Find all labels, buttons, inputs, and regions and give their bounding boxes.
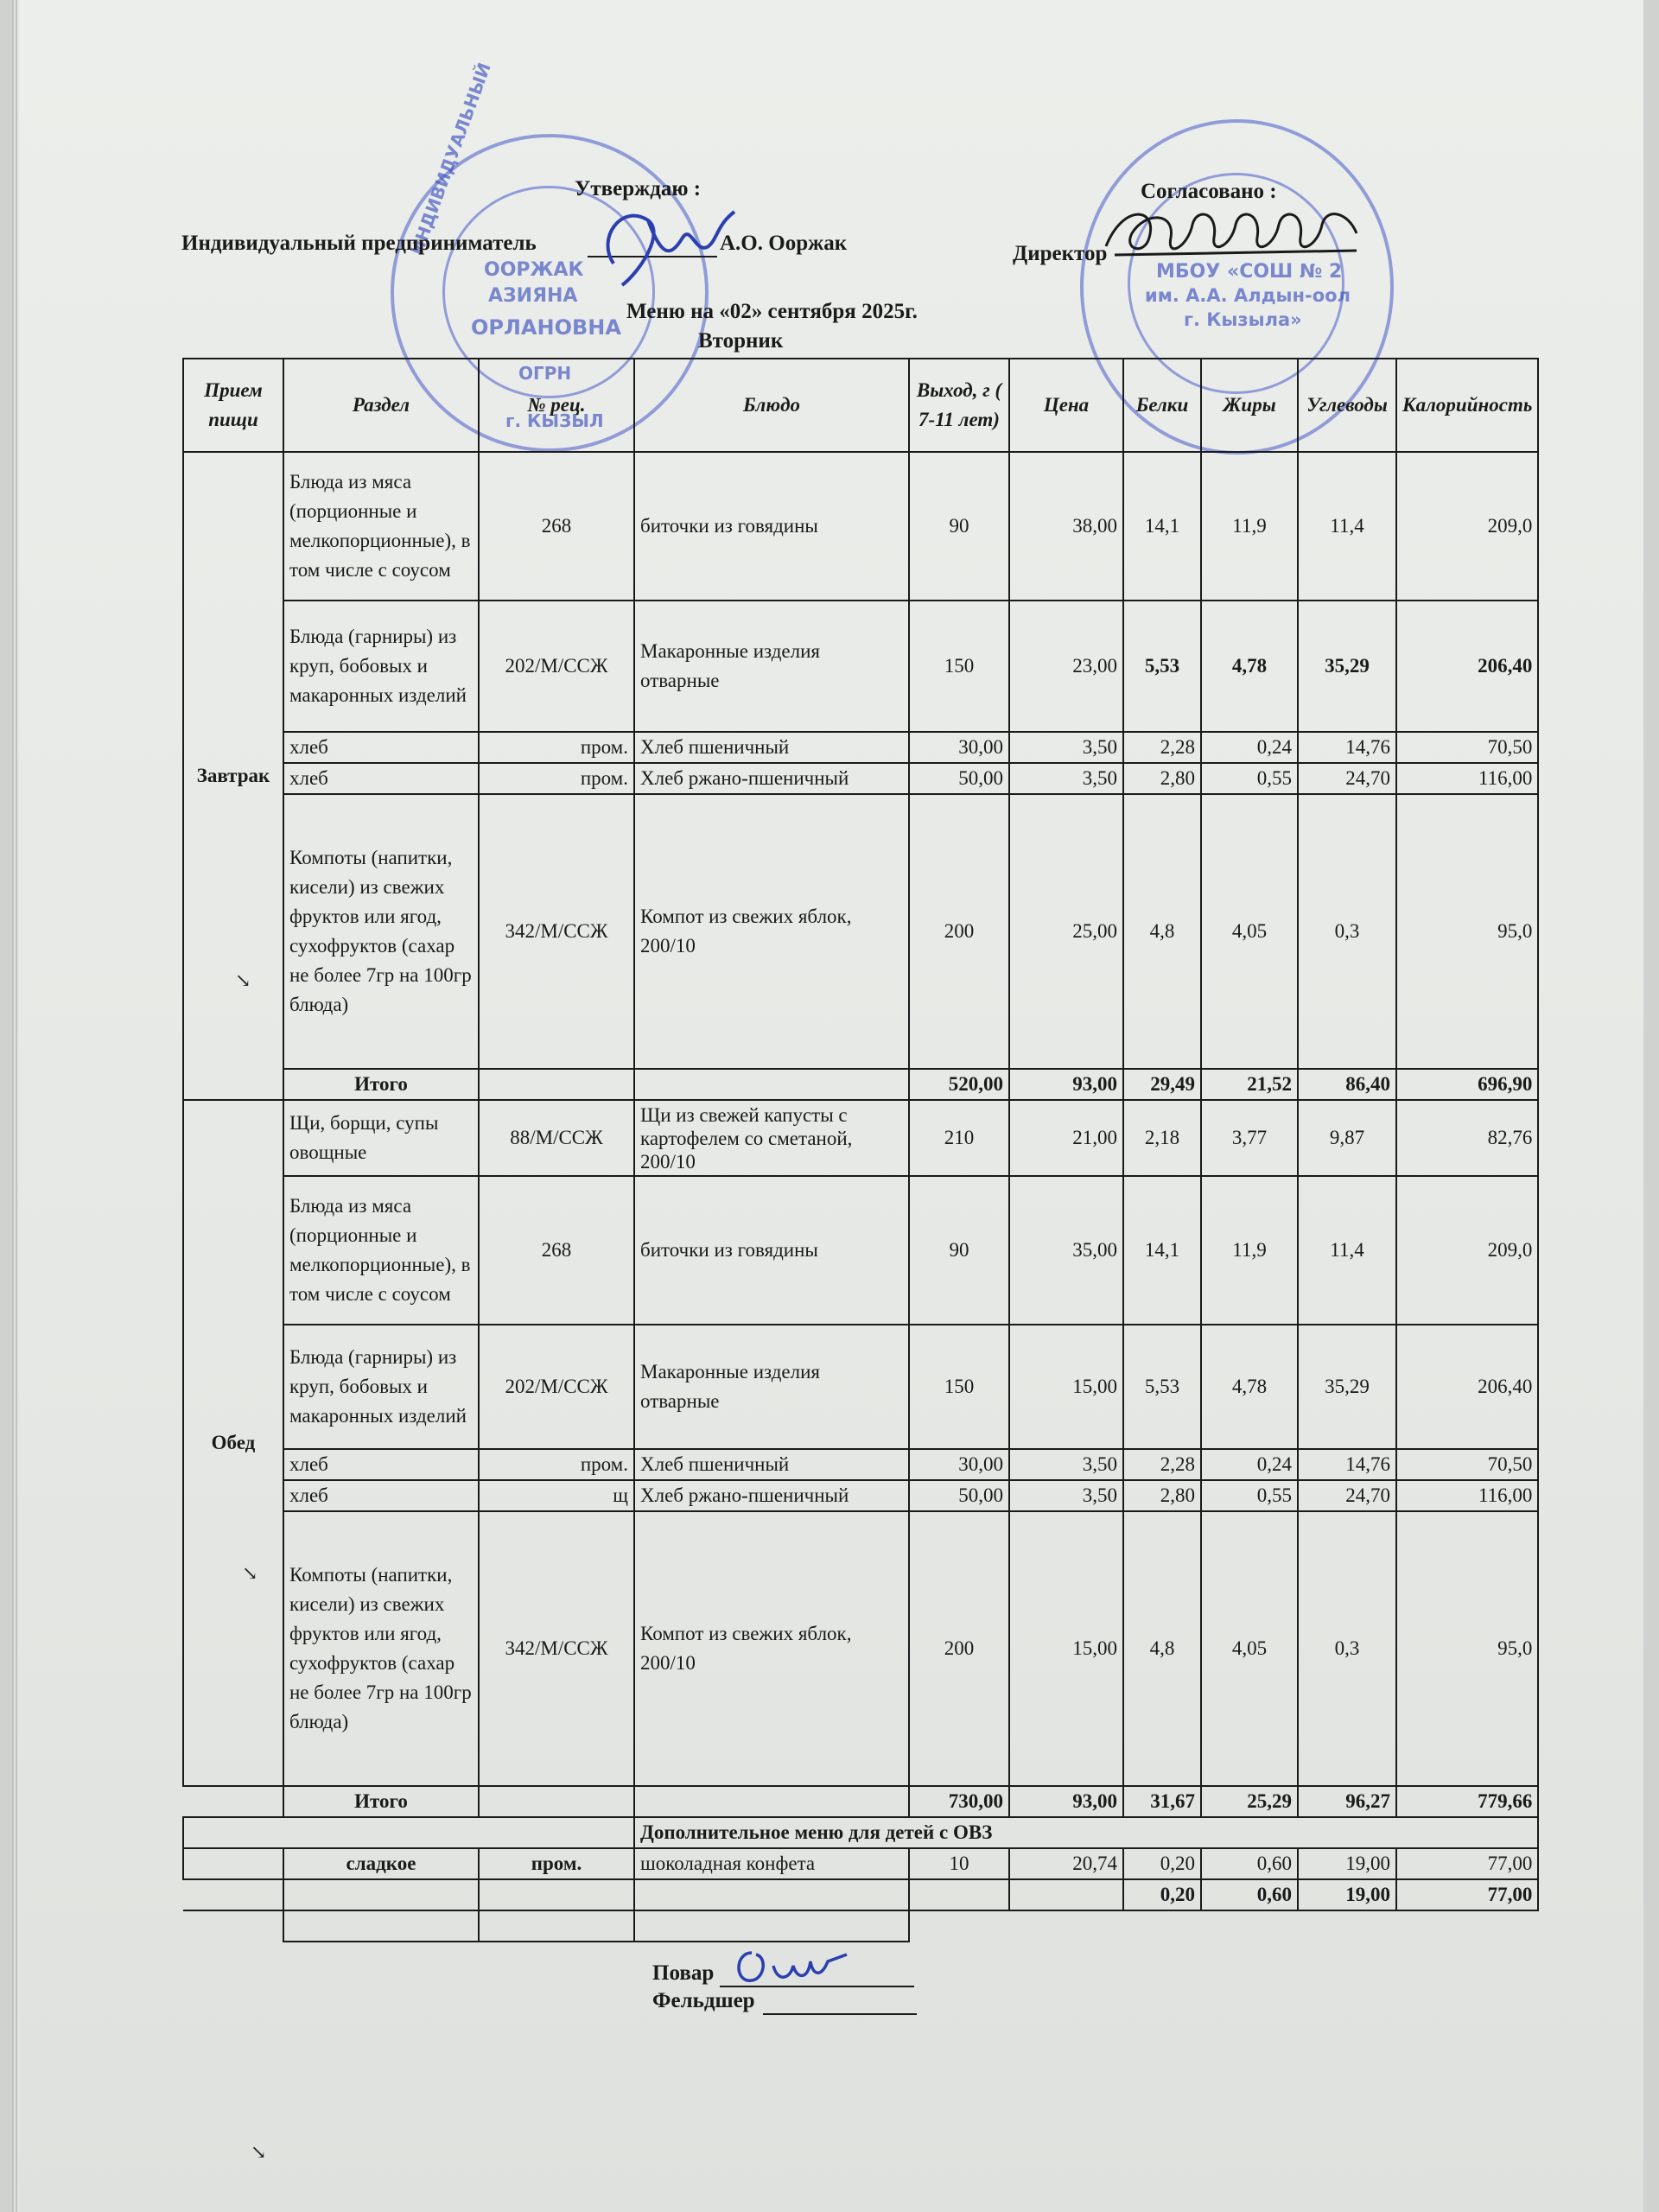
stamp-left-text-6: г. КЫЗЫЛ — [505, 410, 604, 431]
cell-section: Блюда (гарниры) из круп, бобовых и макаронных изделий — [283, 1325, 479, 1449]
table-row — [183, 452, 1538, 601]
cell-price: 25,00 — [1009, 794, 1123, 1069]
cell-recipe: 342/М/ССЖ — [479, 1511, 634, 1786]
table-row — [183, 763, 1538, 794]
cell-price: 3,50 — [1009, 1480, 1123, 1511]
cell-carbs: 35,29 — [1298, 601, 1396, 732]
approve-signature-icon — [588, 186, 752, 298]
header-dish: Блюдо — [634, 359, 909, 452]
cell-price: 35,00 — [1009, 1176, 1123, 1325]
cook-signature-icon — [726, 1936, 855, 1996]
cell-protein: 5,53 — [1123, 601, 1201, 732]
cell-price: 23,00 — [1009, 601, 1123, 732]
extra-empty — [479, 1910, 634, 1942]
total-price: 93,00 — [1009, 1069, 1123, 1100]
cell-calories: 209,0 — [1396, 452, 1538, 601]
menu-title: Меню на «02» сентября 2025г. — [626, 300, 918, 323]
header-section: Раздел — [283, 359, 479, 452]
total-carbs: 96,27 — [1298, 1786, 1396, 1817]
agree-signature-icon — [1097, 186, 1374, 281]
cell-calories: 95,0 — [1396, 1511, 1538, 1786]
cell-protein: 4,8 — [1123, 794, 1201, 1069]
total-carbs: 19,00 — [1298, 1879, 1396, 1910]
medic-signature-line — [763, 2013, 917, 2015]
cell-price: 15,00 — [1009, 1511, 1123, 1786]
cell-dish: Хлеб пшеничный — [634, 1449, 909, 1480]
ink-mark: ↘ — [251, 2141, 267, 2163]
cell-dish: Компот из свежих яблок, 200/10 — [634, 1511, 909, 1786]
cell-protein: 14,1 — [1123, 1176, 1201, 1325]
stamp-right-text-2: им. А.А. Алдын-оол — [1145, 285, 1351, 306]
header-price: Цена — [1009, 359, 1123, 452]
cell-fat: 11,9 — [1201, 1176, 1298, 1325]
cell-carbs: 9,87 — [1298, 1100, 1396, 1176]
cell-calories: 77,00 — [1396, 1848, 1538, 1879]
cell-calories: 82,76 — [1396, 1100, 1538, 1176]
cell-dish: Макаронные изделия отварные — [634, 601, 909, 732]
stamp-left-text-3: АЗИЯНА — [488, 285, 578, 307]
extra-empty — [1009, 1879, 1123, 1910]
meal-lunch: Обед — [183, 1100, 283, 1786]
extra-empty — [1298, 1910, 1396, 1942]
stamp-left-text-4: ОРЛАНОВНА — [471, 315, 621, 340]
cell-fat: 4,78 — [1201, 601, 1298, 732]
total-protein: 31,67 — [1123, 1786, 1201, 1817]
cell-fat: 4,78 — [1201, 1325, 1298, 1449]
cell-recipe: 88/М/ССЖ — [479, 1100, 634, 1176]
cell-section: хлеб — [283, 1449, 479, 1480]
cell-section: Щи, борщи, супы овощные — [283, 1100, 479, 1176]
cell-section: сладкое — [283, 1848, 479, 1879]
agree-label: Согласовано : — [1141, 180, 1277, 203]
cell-carbs: 0,3 — [1298, 794, 1396, 1069]
approve-label: Утверждаю : — [575, 177, 702, 200]
cell-protein: 2,18 — [1123, 1100, 1201, 1176]
extra-empty — [479, 1879, 634, 1910]
extra-empty — [283, 1879, 479, 1910]
cell-carbs: 14,76 — [1298, 1449, 1396, 1480]
total-protein: 29,49 — [1123, 1069, 1201, 1100]
total-carbs: 86,40 — [1298, 1069, 1396, 1100]
stamp-left-text-2: ООРЖАК — [484, 259, 584, 281]
cell-price: 38,00 — [1009, 452, 1123, 601]
stamp-left-text-5: ОГРН — [518, 363, 572, 384]
ink-mark: ↘ — [235, 969, 251, 991]
cell-section: Блюда из мяса (порционные и мелкопорционные), в том числе с соусом — [283, 452, 479, 601]
extra-title: Дополнительное меню для детей с ОВЗ — [634, 1817, 1538, 1848]
cell-output: 50,00 — [909, 763, 1009, 794]
header-fat: Жиры — [1201, 359, 1298, 452]
cell-fat: 0,24 — [1201, 1449, 1298, 1480]
total-empty — [183, 1786, 283, 1817]
cell-output: 200 — [909, 1511, 1009, 1786]
header-recipe: № рец. — [479, 359, 634, 452]
cell-carbs: 14,76 — [1298, 732, 1396, 763]
cell-price: 20,74 — [1009, 1848, 1123, 1879]
cell-recipe: 268 — [479, 452, 634, 601]
menu-weekday: Вторник — [698, 329, 784, 353]
total-output: 730,00 — [909, 1786, 1009, 1817]
cell-dish: Хлеб ржано-пшеничный — [634, 763, 909, 794]
cell-fat: 11,9 — [1201, 452, 1298, 601]
cell-recipe: 202/М/ССЖ — [479, 1325, 634, 1449]
cell-calories: 206,40 — [1396, 601, 1538, 732]
cell-recipe: щ — [479, 1480, 634, 1511]
total-row-lunch — [183, 1786, 1538, 1817]
total-fat: 21,52 — [1201, 1069, 1298, 1100]
header-protein: Белки — [1123, 359, 1201, 452]
total-calories: 779,66 — [1396, 1786, 1538, 1817]
cell-price: 3,50 — [1009, 1449, 1123, 1480]
cell-section: Компоты (напитки, кисели) из свежих фруктов или ягод, сухофруктов (сахар не более 7гр на 100гр блюда) — [283, 1511, 479, 1786]
extra-empty — [1009, 1910, 1123, 1942]
agree-position: Директор — [1013, 242, 1108, 265]
extra-total-row — [183, 1879, 1538, 1910]
cell-protein: 0,20 — [1123, 1848, 1201, 1879]
extra-blank-row — [183, 1910, 1538, 1942]
extra-empty — [909, 1879, 1009, 1910]
total-fat: 0,60 — [1201, 1879, 1298, 1910]
ink-mark: ↘ — [242, 1562, 258, 1584]
cell-carbs: 24,70 — [1298, 763, 1396, 794]
cell-recipe: пром. — [479, 732, 634, 763]
cell-price: 3,50 — [1009, 732, 1123, 763]
extra-empty — [1123, 1910, 1201, 1942]
cell-protein: 5,53 — [1123, 1325, 1201, 1449]
cell-fat: 4,05 — [1201, 1511, 1298, 1786]
table-row — [183, 1449, 1538, 1480]
cell-fat: 0,60 — [1201, 1848, 1298, 1879]
cell-recipe: пром. — [479, 763, 634, 794]
cell-dish: Щи из свежей капусты с картофелем со сметаной, 200/10 — [634, 1100, 909, 1176]
cell-dish: Макаронные изделия отварные — [634, 1325, 909, 1449]
table-row — [183, 1511, 1538, 1786]
cell-fat: 0,24 — [1201, 732, 1298, 763]
cell-recipe: 342/М/ССЖ — [479, 794, 634, 1069]
cell-output: 90 — [909, 452, 1009, 601]
cell-fat: 0,55 — [1201, 763, 1298, 794]
extra-empty — [1201, 1910, 1298, 1942]
cell-section: хлеб — [283, 763, 479, 794]
cell-price: 15,00 — [1009, 1325, 1123, 1449]
total-fat: 25,29 — [1201, 1786, 1298, 1817]
header-carbs: Углеводы — [1298, 359, 1396, 452]
cell-dish: шоколадная конфета — [634, 1848, 909, 1879]
extra-empty — [183, 1879, 283, 1910]
total-empty — [479, 1069, 634, 1100]
cell-carbs: 19,00 — [1298, 1848, 1396, 1879]
approve-position: Индивидуальный предприниматель — [181, 232, 537, 255]
total-label: Итого — [283, 1786, 479, 1817]
cell-output: 30,00 — [909, 732, 1009, 763]
total-protein: 0,20 — [1123, 1879, 1201, 1910]
total-empty — [479, 1786, 634, 1817]
cook-label: Повар — [652, 1961, 715, 1985]
cell-protein: 4,8 — [1123, 1511, 1201, 1786]
cell-protein: 2,28 — [1123, 1449, 1201, 1480]
cell-protein: 2,80 — [1123, 1480, 1201, 1511]
cell-calories: 116,00 — [1396, 763, 1538, 794]
cell-carbs: 0,3 — [1298, 1511, 1396, 1786]
meal-breakfast: Завтрак — [183, 452, 283, 1100]
extra-row — [183, 1848, 1538, 1879]
cell-section: хлеб — [283, 1480, 479, 1511]
cell-dish: биточки из говядины — [634, 1176, 909, 1325]
cell-protein: 2,28 — [1123, 732, 1201, 763]
cell-recipe: пром. — [479, 1449, 634, 1480]
cell-carbs: 35,29 — [1298, 1325, 1396, 1449]
table-row — [183, 794, 1538, 1069]
cell-carbs: 11,4 — [1298, 452, 1396, 601]
cell-price: 3,50 — [1009, 763, 1123, 794]
cell-calories: 70,50 — [1396, 732, 1538, 763]
extra-empty — [183, 1848, 283, 1879]
table-row — [183, 732, 1538, 763]
extra-empty — [1396, 1910, 1538, 1942]
cell-dish: Хлеб ржано-пшеничный — [634, 1480, 909, 1511]
cell-protein: 14,1 — [1123, 452, 1201, 601]
menu-table — [182, 358, 1539, 1942]
cell-section: Блюда (гарниры) из круп, бобовых и макаронных изделий — [283, 601, 479, 732]
total-calories: 696,90 — [1396, 1069, 1538, 1100]
stamp-right-text-3: г. Кызыла» — [1184, 309, 1302, 330]
cell-calories: 70,50 — [1396, 1449, 1538, 1480]
cell-fat: 4,05 — [1201, 794, 1298, 1069]
table-row — [183, 1480, 1538, 1511]
header-calories: Калорийность — [1396, 359, 1538, 452]
cell-calories: 209,0 — [1396, 1176, 1538, 1325]
cell-recipe: пром. — [479, 1848, 634, 1879]
cell-output: 10 — [909, 1848, 1009, 1879]
cell-section: Компоты (напитки, кисели) из свежих фруктов или ягод, сухофруктов (сахар не более 7гр на 100гр блюда) — [283, 794, 479, 1069]
total-price: 93,00 — [1009, 1786, 1123, 1817]
cell-fat: 0,55 — [1201, 1480, 1298, 1511]
cell-recipe: 202/М/ССЖ — [479, 601, 634, 732]
header-meal: Прием пищи — [183, 359, 283, 452]
medic-label: Фельдшер — [652, 1989, 755, 2012]
cell-section: хлеб — [283, 732, 479, 763]
approve-name: А.О. Ооржак — [720, 232, 848, 255]
extra-title-row — [183, 1817, 1538, 1848]
cell-calories: 206,40 — [1396, 1325, 1538, 1449]
cell-calories: 116,00 — [1396, 1480, 1538, 1511]
total-calories: 77,00 — [1396, 1879, 1538, 1910]
header-output: Выход, г ( 7-11 лет) — [909, 359, 1009, 452]
table-row — [183, 1325, 1538, 1449]
cell-calories: 95,0 — [1396, 794, 1538, 1069]
table-row — [183, 1100, 1538, 1176]
total-output: 520,00 — [909, 1069, 1009, 1100]
cell-output: 90 — [909, 1176, 1009, 1325]
cell-price: 21,00 — [1009, 1100, 1123, 1176]
total-empty — [634, 1786, 909, 1817]
extra-empty — [183, 1910, 283, 1942]
extra-empty — [183, 1817, 634, 1848]
cell-dish: Хлеб пшеничный — [634, 732, 909, 763]
table-header-row — [183, 359, 1538, 452]
cell-output: 50,00 — [909, 1480, 1009, 1511]
stamp-left-text-1: ИНДИВИДУАЛЬНЫЙ — [406, 60, 495, 258]
stamp-right-text-1: МБОУ «СОШ № 2 — [1156, 261, 1343, 283]
total-label: Итого — [283, 1069, 479, 1100]
cell-recipe: 268 — [479, 1176, 634, 1325]
cell-output: 150 — [909, 601, 1009, 732]
cell-output: 200 — [909, 794, 1009, 1069]
cell-output: 150 — [909, 1325, 1009, 1449]
extra-empty — [283, 1910, 479, 1942]
cell-fat: 3,77 — [1201, 1100, 1298, 1176]
extra-empty — [909, 1910, 1009, 1942]
total-row-breakfast — [183, 1069, 1538, 1100]
table-row — [183, 1176, 1538, 1325]
cell-protein: 2,80 — [1123, 763, 1201, 794]
cell-output: 30,00 — [909, 1449, 1009, 1480]
cell-section: Блюда из мяса (порционные и мелкопорционные), в том числе с соусом — [283, 1176, 479, 1325]
cell-carbs: 24,70 — [1298, 1480, 1396, 1511]
cell-output: 210 — [909, 1100, 1009, 1176]
cell-dish: биточки из говядины — [634, 452, 909, 601]
table-row — [183, 601, 1538, 732]
total-empty — [634, 1069, 909, 1100]
cell-carbs: 11,4 — [1298, 1176, 1396, 1325]
extra-empty — [634, 1879, 909, 1910]
cell-dish: Компот из свежих яблок, 200/10 — [634, 794, 909, 1069]
